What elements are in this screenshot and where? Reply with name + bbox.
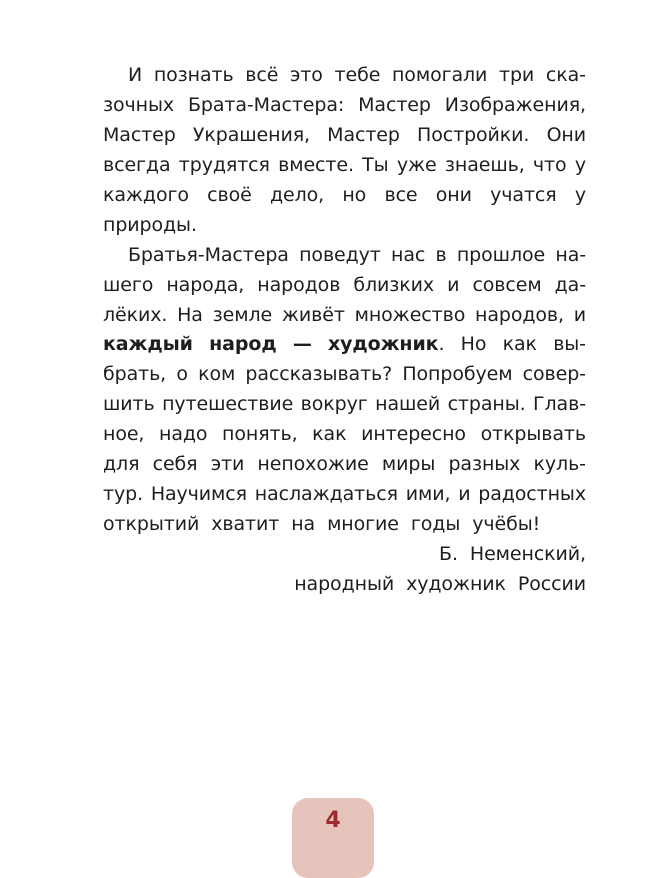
text-line bbox=[103, 360, 586, 390]
word: вокруг bbox=[300, 393, 368, 416]
word: хватит bbox=[211, 513, 280, 536]
word: Глав- bbox=[533, 393, 586, 416]
word: всегда bbox=[103, 153, 171, 176]
emphasis-word: — bbox=[292, 333, 312, 356]
word: и bbox=[458, 483, 471, 506]
word: открытий bbox=[103, 513, 200, 536]
word: о bbox=[176, 363, 188, 386]
word: дело, bbox=[269, 183, 325, 206]
word: народа, bbox=[166, 273, 245, 296]
text-line bbox=[103, 91, 586, 121]
signature-name bbox=[103, 540, 586, 570]
word: народный bbox=[294, 572, 395, 595]
word: Братья-Мастера bbox=[128, 243, 289, 266]
word: путешествие bbox=[162, 393, 294, 416]
word: ное, bbox=[103, 423, 145, 446]
word: но bbox=[342, 183, 367, 206]
word: разных bbox=[448, 453, 521, 476]
word: всё bbox=[245, 64, 279, 86]
word: Украшения, bbox=[192, 123, 310, 146]
word: шить bbox=[103, 393, 155, 416]
word: ска- bbox=[545, 64, 586, 86]
word: шего bbox=[103, 273, 154, 296]
word: брать, bbox=[103, 363, 167, 386]
word: Мастер bbox=[103, 123, 176, 146]
text-line bbox=[103, 271, 586, 301]
word: тур. bbox=[103, 483, 144, 506]
word: природы. bbox=[103, 213, 197, 236]
word: трудятся bbox=[178, 153, 270, 176]
emphasis-word: каждый bbox=[103, 333, 193, 356]
word: своё bbox=[207, 183, 252, 206]
word: множество bbox=[354, 303, 466, 326]
word: совсем bbox=[472, 273, 542, 296]
word: у bbox=[574, 153, 586, 176]
word: годы bbox=[410, 513, 461, 536]
text-line bbox=[103, 61, 586, 91]
word: Но bbox=[460, 333, 487, 356]
word: для bbox=[103, 453, 140, 476]
word: России bbox=[517, 572, 586, 595]
word: Ты bbox=[362, 153, 389, 176]
word: понять, bbox=[222, 423, 298, 446]
word: Они bbox=[546, 123, 586, 146]
word: радостных bbox=[478, 483, 586, 506]
word: Научимся bbox=[150, 483, 247, 506]
page-number: 4 bbox=[325, 808, 341, 833]
word: открывать bbox=[480, 423, 586, 446]
word: нашей bbox=[375, 393, 441, 416]
word: каждого bbox=[103, 183, 189, 206]
word: вы- bbox=[553, 333, 586, 356]
word: и bbox=[573, 303, 586, 326]
word: Попробуем bbox=[402, 363, 513, 386]
word: все bbox=[384, 183, 418, 206]
word: помогали bbox=[391, 64, 488, 86]
word: Постройки. bbox=[417, 123, 530, 146]
word: как bbox=[502, 333, 537, 356]
word: многие bbox=[327, 513, 399, 536]
word: поведут bbox=[299, 243, 381, 266]
word: живёт bbox=[281, 303, 345, 326]
word: они bbox=[435, 183, 472, 206]
word: тебе bbox=[334, 64, 381, 86]
text-line bbox=[103, 181, 586, 211]
word: И bbox=[128, 64, 143, 86]
punctuation: . bbox=[438, 333, 445, 356]
word: миры bbox=[381, 453, 436, 476]
word: художник bbox=[406, 572, 506, 595]
word: зочных bbox=[103, 93, 175, 116]
word: интересно bbox=[361, 423, 466, 446]
word: страны. bbox=[447, 393, 526, 416]
word: на- bbox=[555, 243, 586, 266]
word: надо bbox=[159, 423, 208, 446]
word: рассказывать? bbox=[245, 363, 393, 386]
text-line bbox=[103, 330, 586, 360]
text-line bbox=[103, 151, 586, 181]
text-line bbox=[103, 450, 586, 480]
word: совер- bbox=[522, 363, 586, 386]
word: и bbox=[447, 273, 460, 296]
word: что bbox=[532, 153, 567, 176]
word: куль- bbox=[533, 453, 586, 476]
text-line bbox=[103, 480, 586, 510]
word: Мастер bbox=[358, 93, 431, 116]
text-line bbox=[103, 390, 586, 420]
word: у bbox=[574, 183, 586, 206]
word: знаешь, bbox=[444, 153, 525, 176]
word: Неменский, bbox=[469, 543, 586, 565]
text-line bbox=[103, 211, 586, 241]
word: учёбы! bbox=[472, 513, 541, 536]
word: на bbox=[291, 513, 316, 536]
word: лёких. bbox=[103, 303, 168, 326]
word: уже bbox=[396, 153, 437, 176]
word: непохожие bbox=[257, 453, 369, 476]
emphasis-word: народ bbox=[209, 333, 277, 356]
text-line bbox=[103, 121, 586, 151]
text-line bbox=[103, 420, 586, 450]
text-line bbox=[103, 301, 586, 331]
word: познать bbox=[153, 64, 234, 86]
word: в bbox=[435, 243, 447, 266]
word: Б. bbox=[439, 543, 458, 565]
word: нас bbox=[391, 243, 426, 266]
emphasis-word: художник bbox=[327, 333, 439, 356]
word: прошлое bbox=[456, 243, 546, 266]
word: себя bbox=[152, 453, 198, 476]
word: народов, bbox=[475, 303, 564, 326]
word: это bbox=[290, 64, 323, 86]
word: ими, bbox=[405, 483, 451, 506]
word: Брата-Мастера: bbox=[187, 93, 345, 116]
word: наслаждаться bbox=[254, 483, 398, 506]
text-line bbox=[103, 241, 586, 271]
word: На bbox=[177, 303, 203, 326]
text-line bbox=[103, 510, 586, 540]
word: эти bbox=[210, 453, 245, 476]
word: три bbox=[499, 64, 535, 86]
word: народов bbox=[257, 273, 341, 296]
word: близких bbox=[353, 273, 435, 296]
word: как bbox=[312, 423, 347, 446]
page-body bbox=[103, 61, 586, 600]
word: земле bbox=[212, 303, 273, 326]
word: Изображения, bbox=[444, 93, 586, 116]
signature-title bbox=[103, 570, 586, 600]
word: Мастер bbox=[327, 123, 400, 146]
page-number-badge bbox=[292, 798, 374, 878]
word: вместе. bbox=[278, 153, 354, 176]
word: да- bbox=[554, 273, 586, 296]
word: ком bbox=[198, 363, 236, 386]
word: учатся bbox=[490, 183, 557, 206]
